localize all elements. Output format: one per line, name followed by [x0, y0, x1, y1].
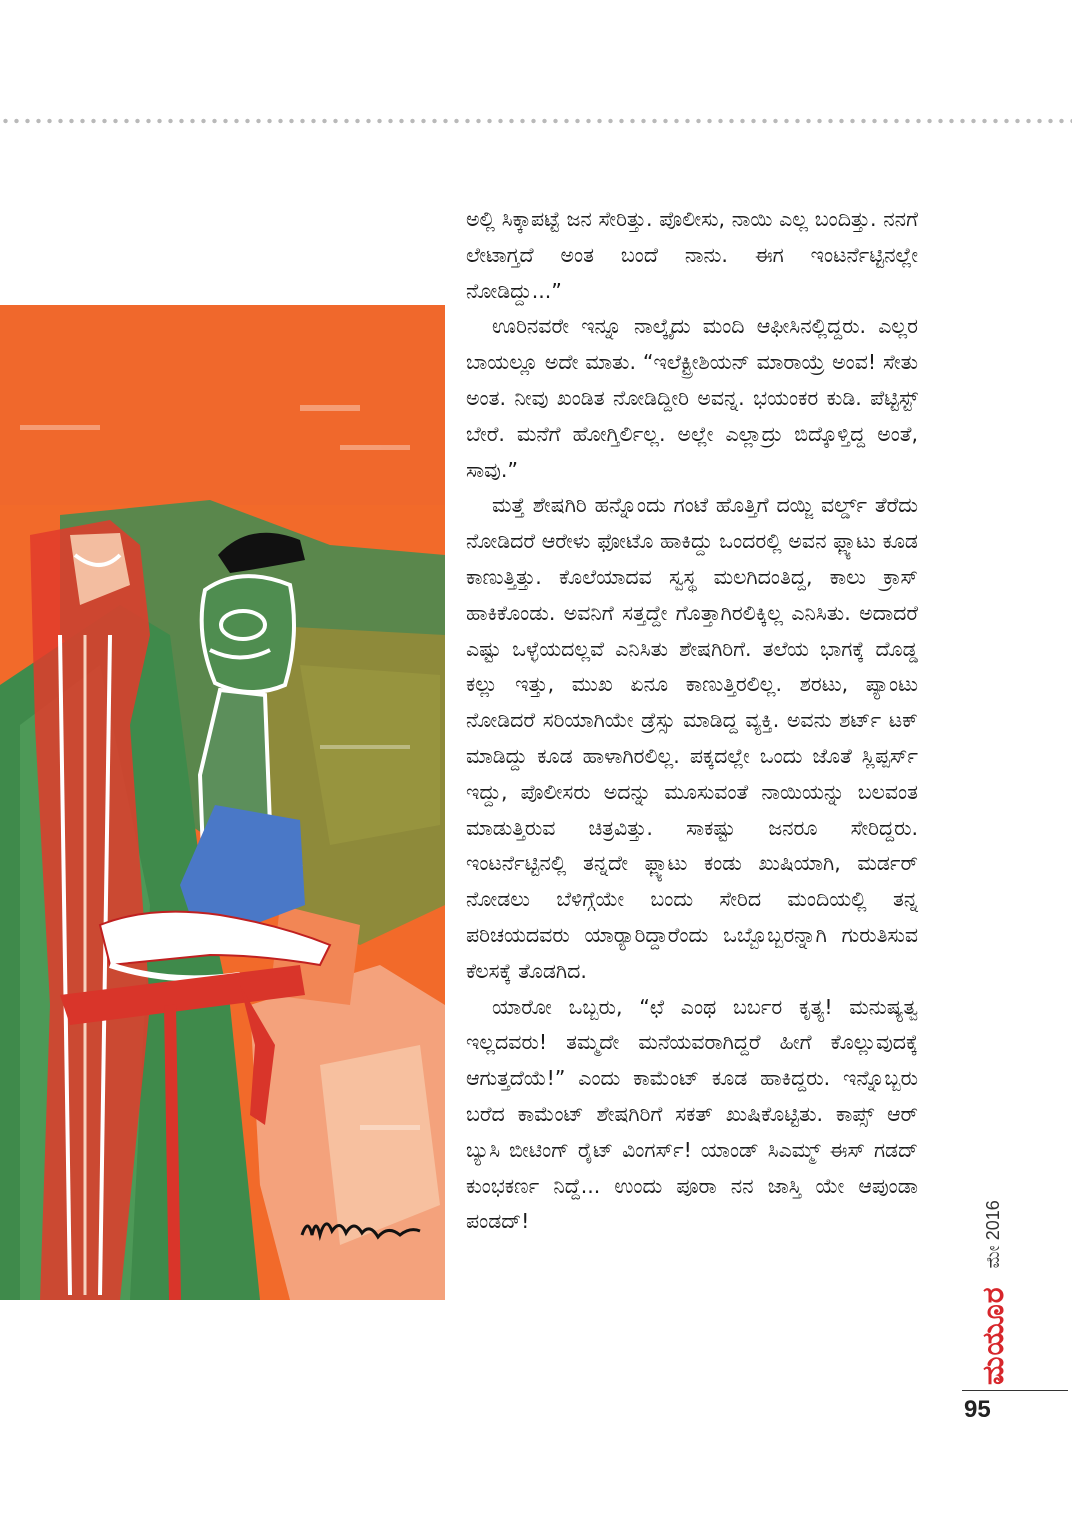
paragraph-4: ಯಾರೋ ಒಬ್ಬರು, “ಛೆ ಎಂಥ ಬರ್ಬರ ಕೃತ್ಯ! ಮನುಷ್ಯತ್ವ ಇಲ್ಲದವರು! ತಮ್ಮದೇ ಮನೆಯವರಾಗಿದ್ದರೆ ಹೀಗೆ ಕೊಲ್ಲುವುದಕ್ಕೆ ಆಗುತ್ತದೆಯೆ!” ಎಂದು ಕಾಮೆಂಟ್ ಕೂಡ ಹಾಕಿದ್ದರು. ಇನ್ನೊಬ್ಬರು ಬರೆದ ಕಾಮೆಂಟ್ ಶೇಷಗಿರಿಗೆ ಸಕತ್ ಖುಷಿಕೊಟ್ಟಿತು. ಕಾಪ್ಸ್ ಆರ್ ಬ್ಯುಸಿ ಬೀಟಿಂಗ್ ರೈಟ್ ವಿಂಗರ್ಸ್! ಯಾಂಡ್ ಸಿಎಮ್ಮ್ ಈಸ್ ಗಡದ್ ಕುಂಭಕರ್ಣ ನಿದ್ದೆ... ಉಂದು ಪೂರಾ ನನ ಜಾಸ್ತಿ ಯೇ ಆಪುಂಡಾ ಪಂಡದ್! [466, 994, 918, 1234]
paragraph-1: ಅಲ್ಲಿ ಸಿಕ್ಕಾಪಟ್ಟೆ ಜನ ಸೇರಿತ್ತು. ಪೊಲೀಸು, ನಾಯಿ ಎಲ್ಲ ಬಂದಿತ್ತು. ನನಗೆ ಲೇಟಾಗ್ತದೆ ಅಂತ ಬಂದೆ ನಾನು. ಈಗ ಇಂಟರ್ನೆಟ್ಟಿನಲ್ಲೇ ನೋಡಿದ್ದು...” [466, 207, 918, 303]
issue-date: ಮೇ 2016 [983, 1200, 1003, 1269]
dotted-divider [0, 118, 1072, 124]
footer-rule [962, 1390, 1068, 1391]
magazine-name: ಮಯೂರ [976, 1286, 1011, 1385]
paragraph-2: ಊರಿನವರೇ ಇನ್ನೂ ನಾಲ್ಕೈದು ಮಂದಿ ಆಫೀಸಿನಲ್ಲಿದ್ದರು. ಎಲ್ಲರ ಬಾಯಲ್ಲೂ ಅದೇ ಮಾತು. “ಇಲೆಕ್ಟ್ರೀಶಿಯನ್ ಮಾರಾಯ್ರೆ ಅಂವ! ಸೇತು ಅಂತ. ನೀವು ಖಂಡಿತ ನೋಡಿದ್ದೀರಿ ಅವನ್ನ. ಭಯಂಕರ ಕುಡಿ. ಪೆಟ್ಟಿಸ್ಟ್ ಬೇರೆ. ಮನೆಗೆ ಹೋಗ್ತಿರ್ಲಿಲ್ಲ. ಅಲ್ಲೇ ಎಲ್ಲಾದ್ರು ಬಿದ್ಕೊಳ್ತಿದ್ದ ಅಂತೆ, ಸಾವು.” [466, 314, 918, 482]
article-body [466, 202, 918, 1240]
paragraph-3: ಮತ್ತೆ ಶೇಷಗಿರಿ ಹನ್ನೊಂದು ಗಂಟೆ ಹೊತ್ತಿಗೆ ದಯ್ಜಿ ವರ್ಲ್ಡ್ ತೆರೆದು ನೋಡಿದರೆ ಆರೇಳು ಫೋಟೊ ಹಾಕಿದ್ದು ಒಂದರಲ್ಲಿ ಅವನ ಫ್ಲ್ಯಾಟು ಕೂಡ ಕಾಣುತ್ತಿತ್ತು. ಕೊಲೆಯಾದವ ಸ್ವಸ್ಥ ಮಲಗಿದಂತಿದ್ದ, ಕಾಲು ಕ್ರಾಸ್ ಹಾಕಿಕೊಂಡು. ಅವನಿಗೆ ಸತ್ತದ್ದೇ ಗೊತ್ತಾಗಿರಲಿಕ್ಕಿಲ್ಲ ಎನಿಸಿತು. ಅದಾದರೆ ಎಷ್ಟು ಒಳ್ಳೆಯದಲ್ಲವೆ ಎನಿಸಿತು ಶೇಷಗಿರಿಗೆ. ತಲೆಯ ಭಾಗಕ್ಕೆ ದೊಡ್ಡ ಕಲ್ಲು ಇತ್ತು, ಮುಖ ಏನೂ ಕಾಣುತ್ತಿರಲಿಲ್ಲ. ಶರಟು, ಪ್ಯಾಂಟು ನೋಡಿದರೆ ಸರಿಯಾಗಿಯೇ ಡ್ರೆಸ್ಸು ಮಾಡಿದ್ದ ವ್ಯಕ್ತಿ. ಅವನು ಶರ್ಟ್ ಟಕ್ ಮಾಡಿದ್ದು ಕೂಡ ಹಾಳಾಗಿರಲಿಲ್ಲ. ಪಕ್ಕದಲ್ಲೇ ಒಂದು ಜೊತೆ ಸ್ಲಿಪ್ಪರ್ಸ್ ಇದ್ದು, ಪೊಲೀಸರು ಅದನ್ನು ಮೂಸುವಂತೆ ನಾಯಿಯನ್ನು ಬಲವಂತ ಮಾಡುತ್ತಿರುವ ಚಿತ್ರವಿತ್ತು. ಸಾಕಷ್ಟು ಜನರೂ ಸೇರಿದ್ದರು. ಇಂಟರ್ನೆಟ್ಟಿನಲ್ಲಿ ತನ್ನದೇ ಫ್ಲ್ಯಾಟು ಕಂಡು ಖುಷಿಯಾಗಿ, ಮರ್ಡರ್ ನೋಡಲು ಬೆಳಿಗ್ಗೆಯೇ ಬಂದು ಸೇರಿದ ಮಂದಿಯಲ್ಲಿ ತನ್ನ ಪರಿಚಯದವರು ಯಾರ್‍ಯಾರಿದ್ದಾರೆಂದು ಒಬ್ಬೊಬ್ಬರನ್ನಾಗಿ ಗುರುತಿಸುವ ಕೆಲಸಕ್ಕೆ ತೊಡಗಿದ. [466, 493, 918, 983]
magazine-masthead [946, 1135, 1011, 1385]
artist-signature-icon [300, 1215, 445, 1255]
page-number: 95 [964, 1396, 991, 1423]
story-illustration [0, 305, 445, 1300]
